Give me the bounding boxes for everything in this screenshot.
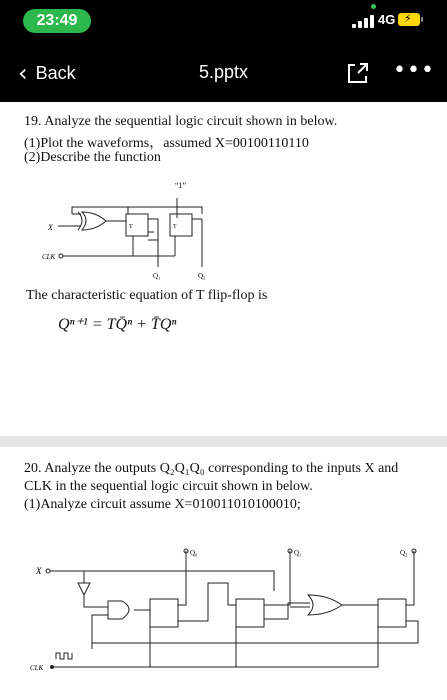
label-q1-20: Q₁ <box>294 549 302 557</box>
label-one: “1” <box>175 181 187 190</box>
battery-cap <box>421 17 423 22</box>
char-equation-text: The characteristic equation of T flip-flop is <box>26 288 268 303</box>
back-label: Back <box>35 62 76 83</box>
nav-bar <box>0 44 447 102</box>
svg-text:T: T <box>129 224 133 230</box>
signal-icon <box>352 14 374 28</box>
clock-pulse-icon <box>56 653 72 659</box>
camera-indicator-dot <box>371 4 376 9</box>
label-clk-19: CLK <box>42 253 56 261</box>
slide-20 <box>0 447 447 700</box>
circuit-diagram-20 <box>28 543 428 693</box>
question-19-line1: 19. Analyze the sequential logic circuit shown in below. <box>24 114 338 129</box>
label-q0-20: Q₀ <box>190 549 198 557</box>
label-q2-19: Q₂ <box>198 272 206 280</box>
slide-19 <box>0 102 447 436</box>
svg-text:T: T <box>173 224 177 230</box>
label-q2-20: Q₂ <box>400 549 408 557</box>
question-20-line3: (1)Analyze circuit assume X=010011010100010; <box>24 497 301 512</box>
network-type: 4G <box>378 12 396 27</box>
charging-icon: ⚡ <box>404 12 412 25</box>
label-clk-20: CLK <box>30 664 44 672</box>
share-icon[interactable] <box>345 60 371 86</box>
question-19-line3: (2)Describe the function <box>24 150 161 165</box>
status-bar <box>0 0 447 44</box>
circuit-diagram-19 <box>30 174 230 284</box>
label-x-19: X <box>48 223 53 232</box>
question-20-line1: 20. Analyze the outputs Q₂Q₁Q₀ corresponding to the inputs X and <box>24 461 399 476</box>
file-title: 5.pptx <box>198 62 249 82</box>
question-20-line2: CLK in the sequential logic circuit shown in below. <box>24 479 313 494</box>
label-x-20: X <box>36 566 42 576</box>
label-q1-19: Q₁ <box>153 272 161 280</box>
status-time: 23:49 <box>23 9 91 33</box>
more-icon[interactable]: ••• <box>393 58 435 83</box>
char-equation: Qⁿ⁺¹ = TQ̄ⁿ + T̄Qⁿ <box>58 316 177 333</box>
slide-separator <box>0 436 447 447</box>
question-19-line2: (1)Plot the waveforms，assumed X=00100110110 <box>24 136 309 151</box>
chevron-left-icon: ‹ <box>18 59 28 87</box>
